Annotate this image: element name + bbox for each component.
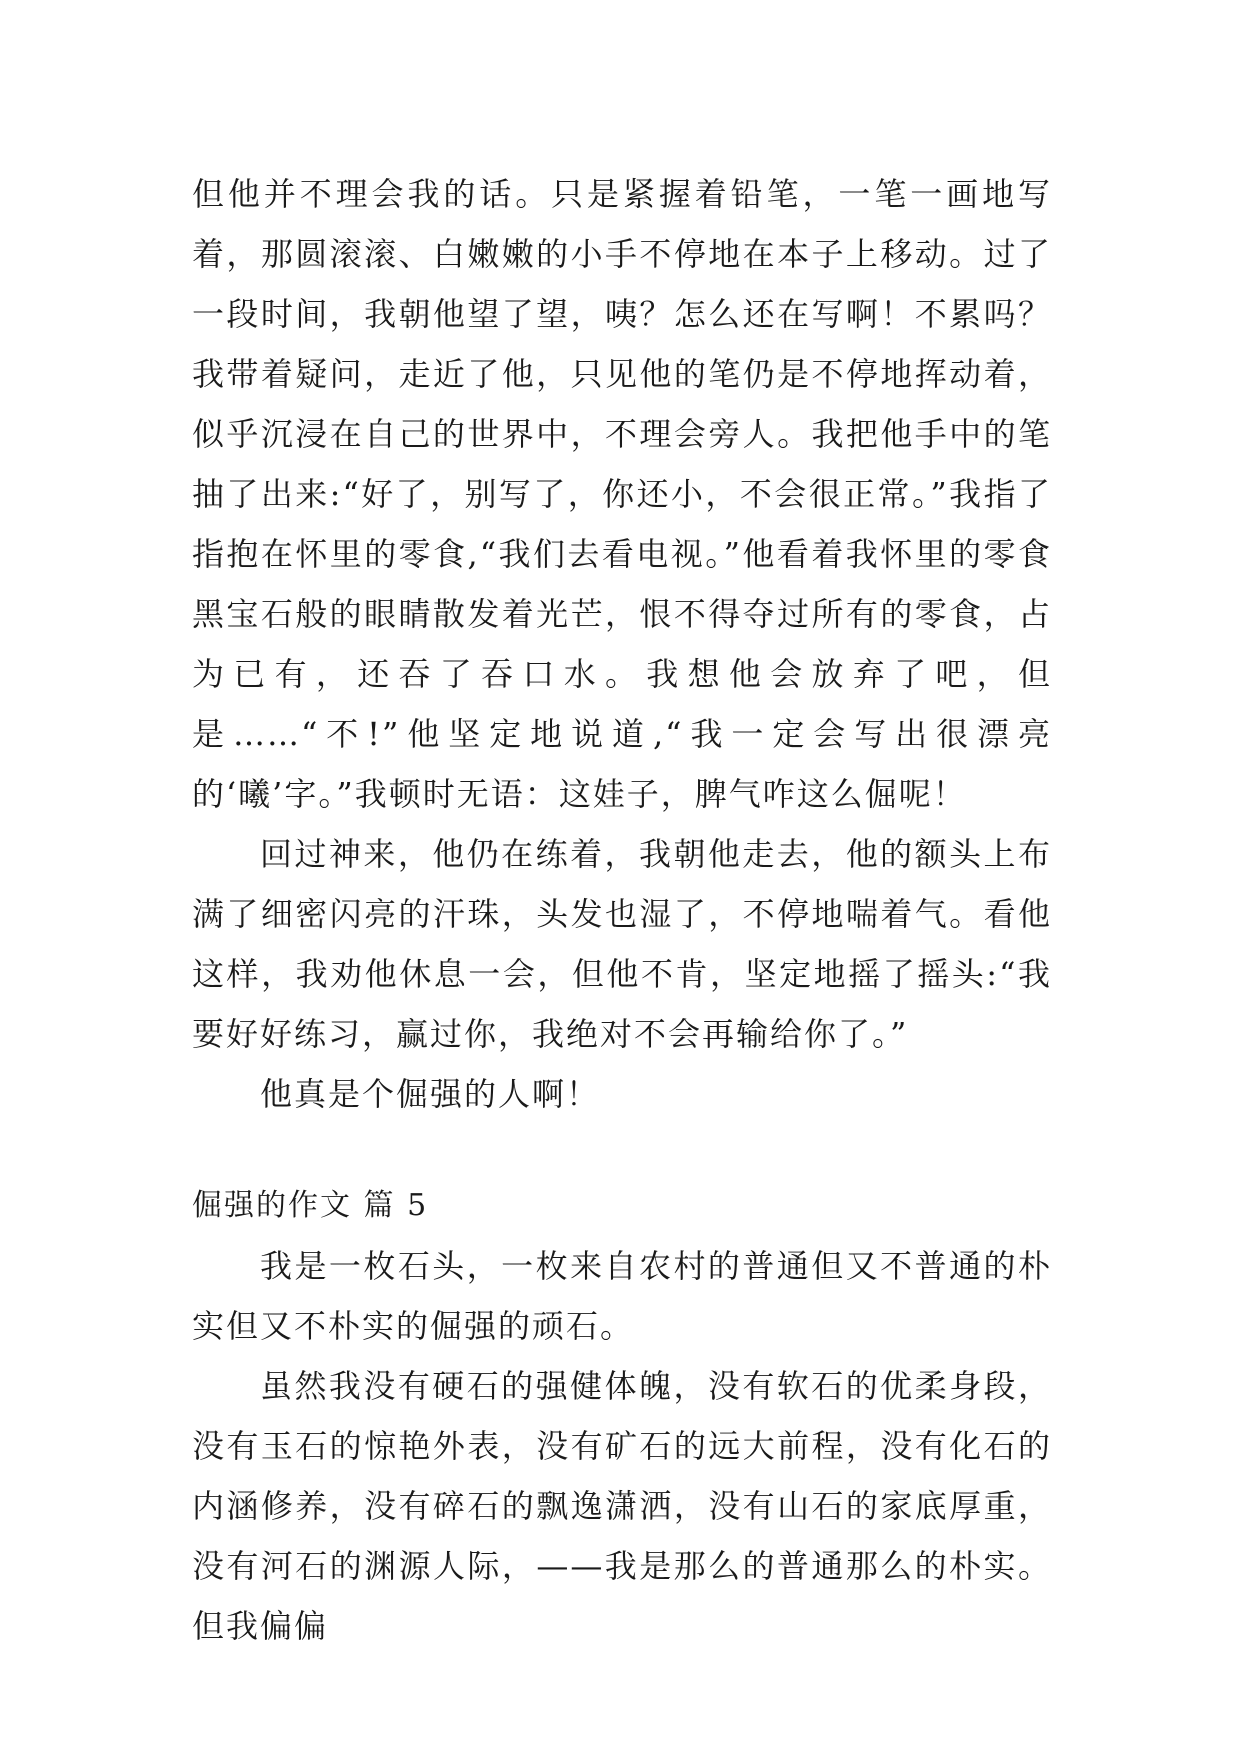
paragraph-continued: 但他并不理会我的话。只是紧握着铅笔，一笔一画地写着，那圆滚滚、白嫩嫩的小手不停地在本子上移动。过了一段时间，我朝他望了望，咦？怎么还在写啊！不累吗？我带着疑问，走近了他，只见他的笔仍是不停地挥动着，似乎沉浸在自己的世界中，不理会旁人。我把他手中的笔抽了出来:“好了，别写了，你还小，不会很正常。”我指了指抱在怀里的零食,“我们去看电视。”他看着我怀里的零食黑宝石般的眼睛散发着光芒，恨不得夺过所有的零食，占为已有，还吞了吞口水。我想他会放弃了吧，但是……“不!”他坚定地说道,“我一定会写出很漂亮的‘曦’字。”我顿时无语：这娃子，脾气咋这么倔呢！ (192, 175, 1052, 813)
paragraph: 我是一枚石头，一枚来自农村的普通但又不普通的朴实但又不朴实的倔强的顽石。 (192, 1247, 1052, 1345)
paragraph: 虽然我没有硬石的强健体魄，没有软石的优柔身段，没有玉石的惊艳外表，没有矿石的远大前程，没有化石的内涵修养，没有碎石的飘逸潇洒，没有山石的家底厚重，没有河石的渊源人际，——我是那么的普通那么的朴实。但我偏偏 (192, 1367, 1052, 1645)
document-body (192, 164, 1052, 1656)
paragraph: 他真是个倔强的人啊！ (260, 1075, 601, 1113)
section-heading: 倔强的作文 篇 5 (192, 1188, 429, 1223)
section-spacer (192, 1124, 1052, 1176)
paragraph: 回过神来，他仍在练着，我朝他走去，他的额头上布满了细密闪亮的汗珠，头发也湿了，不停地喘着气。看他这样，我劝他休息一会，但他不肯，坚定地摇了摇头:“我要好好练习，赢过你，我绝对不会再输给你了。” (192, 835, 1052, 1053)
